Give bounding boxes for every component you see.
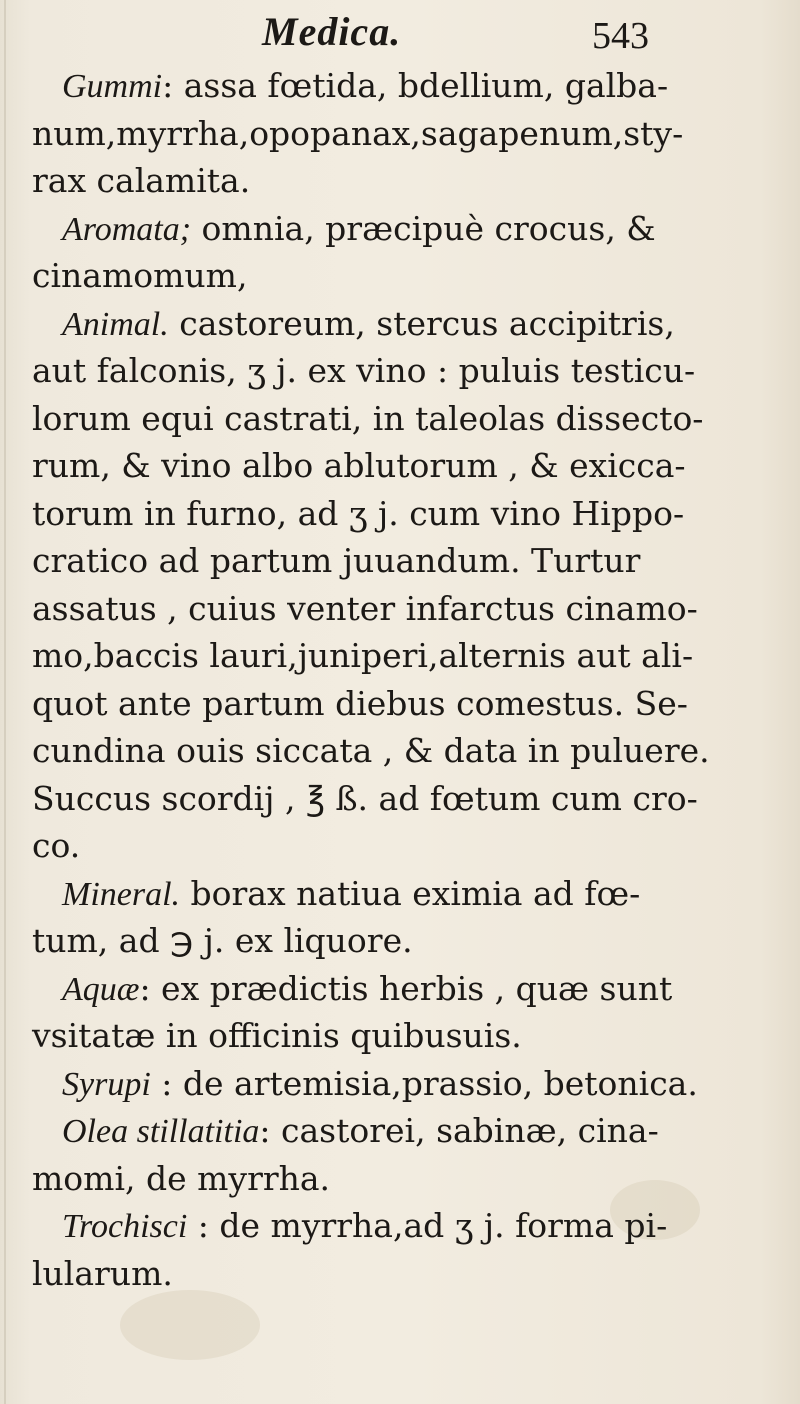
- text-line: quot ante partum diebus comestus. Se-: [32, 683, 688, 723]
- text-line: [62, 965, 792, 1013]
- text-line: rax calamita.: [32, 161, 251, 200]
- entry-text: : de myrrha,ad ʒ j. forma pi-: [187, 1206, 668, 1245]
- text-line: [62, 205, 792, 253]
- entry-lead: Trochisci: [62, 1208, 188, 1245]
- text-line: [62, 300, 792, 348]
- text-line: torum in furno, ad ʒ j. cum vino Hippo-: [32, 493, 685, 533]
- text-line: [62, 870, 792, 918]
- entry-lead: Olea stillatitia: [62, 1113, 260, 1150]
- running-title: Medica.: [262, 9, 402, 54]
- entry-lead: Gummi: [62, 68, 163, 105]
- entry-lead: Syrupi: [62, 1065, 151, 1103]
- entry-lead: Aquæ: [62, 970, 140, 1008]
- text-line: [62, 1202, 792, 1250]
- text-line: num,myrrha,opopanax,sagapenum,sty-: [32, 113, 684, 153]
- entry-text: : castorei, sabinæ, cina-: [259, 1111, 659, 1150]
- entry-text: castoreum, stercus accipitris,: [168, 303, 675, 343]
- entry-text: : ex prædictis herbis , quæ sunt: [139, 968, 673, 1008]
- entry-lead: Aromata;: [62, 210, 192, 248]
- page-text: [32, 62, 792, 1297]
- page-number: 543: [592, 15, 649, 57]
- entry-lead: Mineral.: [62, 875, 181, 913]
- entry-text: : assa fœtida, bdellium, galba-: [162, 66, 669, 105]
- text-line: lorum equi castrati, in taleolas dissecto-: [32, 398, 704, 438]
- entry-text: borax natiua eximia ad fœ-: [180, 873, 641, 913]
- text-line: cundina ouis siccata , & data in puluere.: [32, 731, 710, 770]
- page-edge: [4, 0, 6, 1404]
- text-line: momi, de myrrha.: [32, 1158, 331, 1198]
- text-line: cratico ad partum juuandum. Turtur: [32, 541, 641, 580]
- text-line: aut falconis, ʒ j. ex vino : puluis testicu-: [32, 351, 696, 390]
- text-line: Succus scordij , ℥ ß. ad fœtum cum cro-: [32, 778, 698, 818]
- text-line: assatus , cuius venter infarctus cinamo-: [32, 588, 698, 628]
- text-line: [62, 62, 792, 110]
- text-line: rum, & vino albo ablutorum , & exicca-: [32, 446, 686, 485]
- entry-text: : de artemisia,prassio, betonica.: [150, 1063, 698, 1103]
- text-line: vsitatæ in officinis quibusuis.: [32, 1016, 522, 1055]
- text-line: mo,baccis lauri,juniperi,alternis aut ali-: [32, 636, 694, 675]
- text-line: co.: [32, 826, 81, 865]
- text-line: cinamomum,: [32, 256, 248, 295]
- entry-text: omnia, præcipuè crocus, &: [191, 208, 656, 248]
- entry-lead: Animal.: [62, 305, 169, 343]
- text-line: [62, 1107, 792, 1155]
- text-line: lularum.: [32, 1253, 173, 1293]
- running-head: [0, 8, 800, 60]
- text-line: tum, ad ℈ j. ex liquore.: [32, 921, 413, 960]
- paper-stain: [120, 1290, 260, 1360]
- text-line: [62, 1060, 792, 1108]
